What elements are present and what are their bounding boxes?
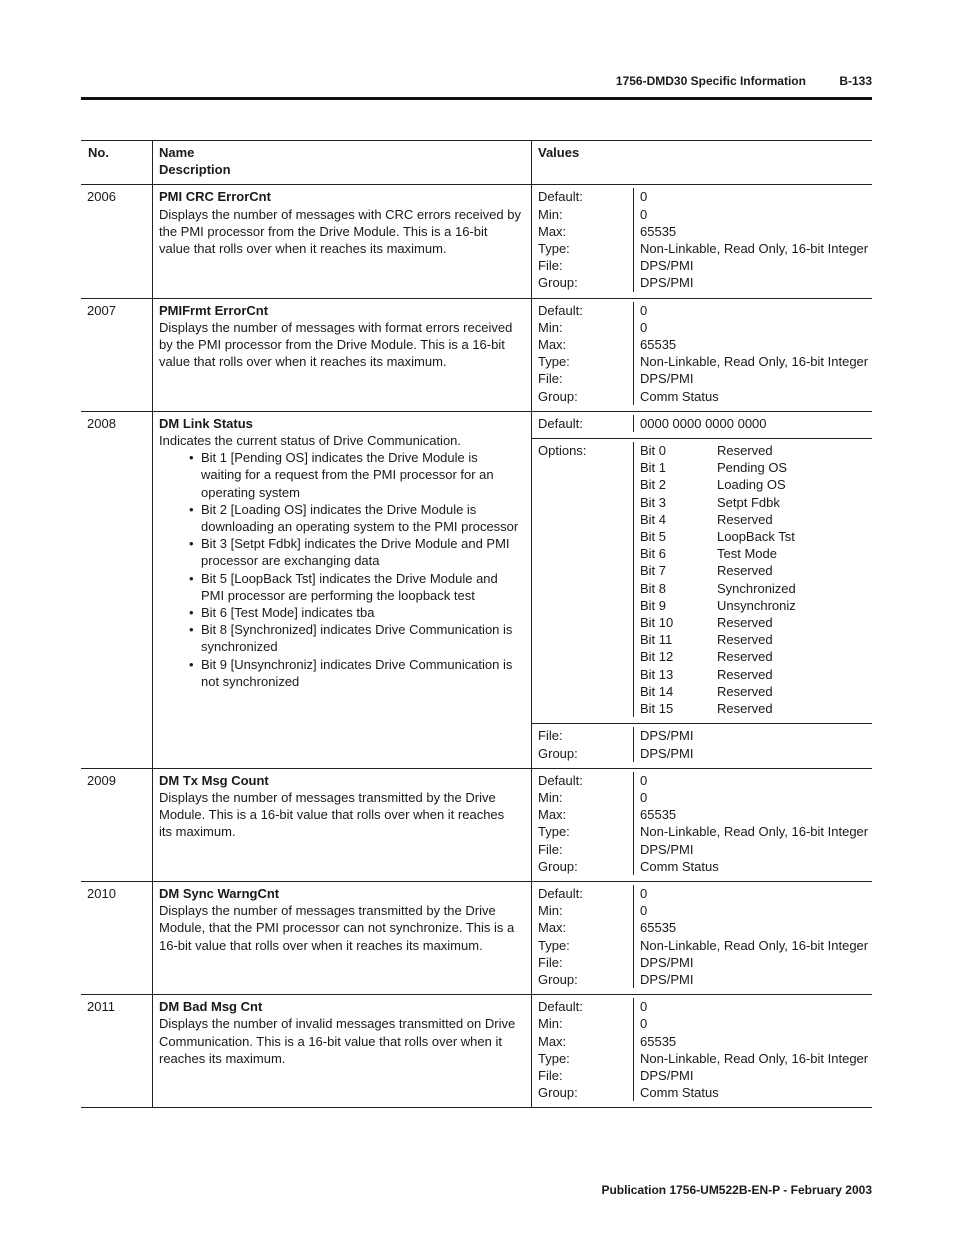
value-min: 0 (640, 789, 648, 805)
bit-number: Bit 5 (640, 529, 667, 545)
param-values-cell (532, 768, 873, 881)
bit-number: Bit 10 (640, 615, 674, 631)
param-name: PMIFrmt ErrorCnt (159, 302, 269, 318)
value-labels (532, 302, 634, 405)
value-data (634, 772, 868, 875)
value-file: DPS/PMI (640, 728, 694, 744)
param-desc-line: Displays the number of messages transmitted by the Drive (159, 789, 496, 805)
bit-name: Reserved (717, 615, 773, 631)
col-name-label: Name (159, 145, 195, 160)
bit-number: Bit 2 (640, 477, 667, 493)
table-row (81, 411, 872, 768)
bullet-line: downloading an operating system to the PMI processor (201, 519, 519, 535)
value-max: 65535 (640, 223, 677, 239)
param-values-cell (532, 995, 873, 1108)
label-group: Group: (538, 971, 578, 987)
param-name: DM Tx Msg Count (159, 772, 269, 788)
bullet-line: • Bit 8 [Synchronized] indicates Drive Communication is (201, 622, 513, 638)
bit-name: Reserved (717, 649, 773, 665)
page-header (81, 74, 872, 92)
table-row (81, 185, 872, 298)
param-desc-line: Module. This is a 16-bit value that rolls over when it reaches (159, 807, 505, 823)
param-desc-line: the PMI processor from the Drive Module. This is a 16-bit (159, 223, 488, 239)
value-labels (532, 727, 634, 761)
bit-name: Test Mode (717, 546, 777, 562)
label-file: File: (538, 728, 563, 744)
label-default: Default: (538, 772, 583, 788)
label-file: File: (538, 954, 563, 970)
param-name-cell (153, 768, 532, 881)
value-data (634, 188, 868, 291)
bit-number: Bit 14 (640, 683, 674, 699)
table-row (81, 298, 872, 411)
param-desc-line: Displays the number of invalid messages transmitted on Drive (159, 1016, 516, 1032)
param-name: DM Sync WarngCnt (159, 885, 280, 901)
bit-description-list (159, 449, 525, 690)
bullet-line: • Bit 1 [Pending OS] indicates the Drive Module is (201, 450, 478, 466)
list-item (201, 604, 525, 621)
options-bits (634, 442, 796, 717)
bit-number: Bit 8 (640, 580, 667, 596)
value-group: DPS/PMI (640, 275, 694, 291)
bit-number: Bit 15 (640, 701, 674, 717)
param-desc-line: by the PMI processor from the Drive Module. This is a 16-bit (159, 337, 505, 353)
value-data (634, 302, 868, 405)
value-labels (532, 188, 634, 291)
label-file: File: (538, 371, 563, 387)
bit-name: Pending OS (717, 460, 788, 476)
bullet-line: • Bit 5 [LoopBack Tst] indicates the Drive Module and (201, 570, 498, 586)
table-header-row (81, 141, 872, 185)
values-block (532, 769, 872, 881)
value-default: 0 (640, 189, 648, 205)
param-name-cell (153, 298, 532, 411)
label-max: Max: (538, 807, 567, 823)
value-data (634, 998, 868, 1101)
bit-name: Reserved (717, 701, 773, 717)
value-file: DPS/PMI (640, 954, 694, 970)
param-name-cell (153, 185, 532, 298)
param-values-cell (532, 411, 873, 768)
value-min: 0 (640, 206, 648, 222)
label-min: Min: (538, 903, 563, 919)
param-desc-line: 16-bit value that rolls over when it reaches its maximum. (159, 937, 483, 953)
value-default: 0000 0000 0000 0000 (640, 415, 767, 431)
param-desc-line: value that rolls over when it reaches its maximum. (159, 241, 447, 257)
section-title: 1756-DMD30 Specific Information (615, 74, 806, 88)
value-group: DPS/PMI (640, 971, 694, 987)
param-number: 2011 (81, 995, 153, 1108)
bit-number: Bit 1 (640, 460, 667, 476)
bullet-line: operating system (201, 484, 300, 500)
label-type: Type: (538, 354, 570, 370)
label-min: Min: (538, 1016, 563, 1032)
bullet-line: synchronized (201, 639, 278, 655)
param-name-cell (153, 411, 532, 768)
list-item (201, 656, 525, 690)
bit-number-column (640, 442, 717, 717)
value-group: Comm Status (640, 388, 719, 404)
value-type: Non-Linkable, Read Only, 16-bit Integer (640, 824, 869, 840)
param-desc-line: value that rolls over when it reaches its maximum. (159, 354, 447, 370)
value-file: DPS/PMI (640, 371, 694, 387)
default-subrow (532, 412, 872, 439)
value-type: Non-Linkable, Read Only, 16-bit Integer (640, 937, 869, 953)
param-desc-line: its maximum. (159, 824, 236, 840)
param-desc-line: Module, that the PMI processor can not synchronize. This is a (159, 920, 515, 936)
value-type: Non-Linkable, Read Only, 16-bit Integer (640, 241, 869, 257)
label-min: Min: (538, 789, 563, 805)
param-number: 2007 (81, 298, 153, 411)
param-desc-line: Displays the number of messages with format errors received (159, 319, 513, 335)
param-values-cell (532, 881, 873, 994)
file-group-subrow (532, 724, 872, 767)
value-group: DPS/PMI (640, 745, 694, 761)
param-number: 2008 (81, 411, 153, 768)
param-values-cell (532, 185, 873, 298)
table-row (81, 768, 872, 881)
bullet-line: processor are exchanging data (201, 553, 380, 569)
bit-name: Reserved (717, 683, 773, 699)
list-item (201, 621, 525, 655)
values-block (532, 185, 872, 297)
col-desc-label: Description (159, 162, 231, 178)
label-min: Min: (538, 206, 563, 222)
header-rule (81, 97, 872, 100)
bit-number: Bit 0 (640, 443, 667, 459)
value-group: Comm Status (640, 1085, 719, 1101)
label-group: Group: (538, 858, 578, 874)
label-default: Default: (532, 415, 634, 432)
label-default: Default: (538, 999, 583, 1015)
param-name: PMI CRC ErrorCnt (159, 189, 271, 205)
label-group: Group: (538, 275, 578, 291)
label-group: Group: (538, 1085, 578, 1101)
col-name-header (153, 141, 532, 185)
bit-number: Bit 9 (640, 597, 667, 613)
label-max: Max: (538, 337, 567, 353)
bit-number: Bit 13 (640, 666, 674, 682)
label-group: Group: (538, 745, 578, 761)
value-min: 0 (640, 319, 648, 335)
param-desc-line: Communication. This is a 16-bit value that rolls over when it (159, 1033, 502, 1049)
label-file: File: (538, 1067, 563, 1083)
param-name: DM Link Status (159, 415, 253, 431)
label-file: File: (538, 841, 563, 857)
values-block (532, 439, 872, 723)
value-file: DPS/PMI (640, 258, 694, 274)
label-max: Max: (538, 223, 567, 239)
bit-name: Reserved (717, 511, 773, 527)
bullet-line: not synchronized (201, 673, 300, 689)
col-no-header: No. (88, 145, 109, 160)
param-desc-line: Displays the number of messages with CRC errors received by (159, 206, 521, 222)
table-row (81, 881, 872, 994)
bit-number: Bit 11 (640, 632, 673, 648)
param-name: DM Bad Msg Cnt (159, 999, 263, 1015)
bit-name: Reserved (717, 632, 773, 648)
options-subrow (532, 439, 872, 724)
bit-number: Bit 6 (640, 546, 667, 562)
value-max: 65535 (640, 920, 677, 936)
value-max: 65535 (640, 807, 677, 823)
value-type: Non-Linkable, Read Only, 16-bit Integer (640, 1050, 869, 1066)
param-desc-intro: Indicates the current status of Drive Communication. (159, 433, 462, 449)
value-data (634, 727, 693, 761)
bit-name: LoopBack Tst (717, 529, 795, 545)
value-labels (532, 885, 634, 988)
label-file: File: (538, 258, 563, 274)
param-values-cell (532, 298, 873, 411)
label-max: Max: (538, 1033, 567, 1049)
label-type: Type: (538, 937, 570, 953)
values-block (532, 724, 872, 767)
value-default: 0 (640, 772, 648, 788)
bullet-line: • Bit 3 [Setpt Fdbk] indicates the Drive Module and PMI (201, 536, 510, 552)
bit-name: Reserved (717, 443, 773, 459)
bit-number: Bit 7 (640, 563, 667, 579)
bit-number: Bit 4 (640, 511, 667, 527)
label-type: Type: (538, 241, 570, 257)
parameter-table (81, 140, 872, 1108)
value-labels (532, 772, 634, 875)
label-options: Options: (532, 442, 634, 717)
bullet-line: • Bit 9 [Unsynchroniz] indicates Drive Communication is (201, 656, 513, 672)
value-default: 0 (640, 999, 648, 1015)
label-type: Type: (538, 1050, 570, 1066)
value-group: Comm Status (640, 858, 719, 874)
value-default: 0 (640, 302, 648, 318)
param-name-cell (153, 881, 532, 994)
param-name-cell (153, 995, 532, 1108)
label-group: Group: (538, 388, 578, 404)
page-number: B-133 (839, 74, 872, 88)
label-min: Min: (538, 319, 563, 335)
values-block (532, 882, 872, 994)
list-item (201, 501, 525, 535)
bullet-line: • Bit 6 [Test Mode] indicates tba (201, 605, 375, 621)
page-footer: Publication 1756-UM522B-EN-P - February 2003 (601, 1183, 872, 1197)
bit-name: Setpt Fdbk (717, 494, 780, 510)
table-body (81, 185, 872, 1108)
bit-name: Reserved (717, 563, 773, 579)
list-item (201, 570, 525, 604)
label-default: Default: (538, 302, 583, 318)
values-block (532, 995, 872, 1107)
param-desc-line: Displays the number of messages transmitted by the Drive (159, 903, 496, 919)
value-data (634, 885, 868, 988)
value-min: 0 (640, 1016, 648, 1032)
label-max: Max: (538, 920, 567, 936)
bit-number: Bit 3 (640, 494, 667, 510)
value-type: Non-Linkable, Read Only, 16-bit Integer (640, 354, 869, 370)
col-values-header: Values (538, 145, 580, 160)
value-max: 65535 (640, 337, 677, 353)
bit-name: Unsynchroniz (717, 597, 796, 613)
value-file: DPS/PMI (640, 1067, 694, 1083)
param-number: 2009 (81, 768, 153, 881)
value-file: DPS/PMI (640, 841, 694, 857)
list-item (201, 449, 525, 501)
param-desc-line: reaches its maximum. (159, 1050, 286, 1066)
bit-name: Synchronized (717, 580, 796, 596)
value-max: 65535 (640, 1033, 677, 1049)
value-labels (532, 998, 634, 1101)
table-row (81, 995, 872, 1108)
values-block (532, 299, 872, 411)
values-block (532, 412, 872, 438)
bullet-line: • Bit 2 [Loading OS] indicates the Drive Module is (201, 501, 477, 517)
label-default: Default: (538, 885, 583, 901)
label-type: Type: (538, 824, 570, 840)
bit-name: Loading OS (717, 477, 786, 493)
param-number: 2010 (81, 881, 153, 994)
value-min: 0 (640, 903, 648, 919)
bit-number: Bit 12 (640, 649, 674, 665)
value-default: 0 (640, 885, 648, 901)
bit-name-column (717, 442, 796, 717)
bullet-line: PMI processor are performing the loopback test (201, 587, 475, 603)
label-default: Default: (538, 189, 583, 205)
list-item (201, 535, 525, 569)
param-number: 2006 (81, 185, 153, 298)
bullet-line: waiting for a request from the PMI processor for an (201, 467, 494, 483)
bit-name: Reserved (717, 666, 773, 682)
